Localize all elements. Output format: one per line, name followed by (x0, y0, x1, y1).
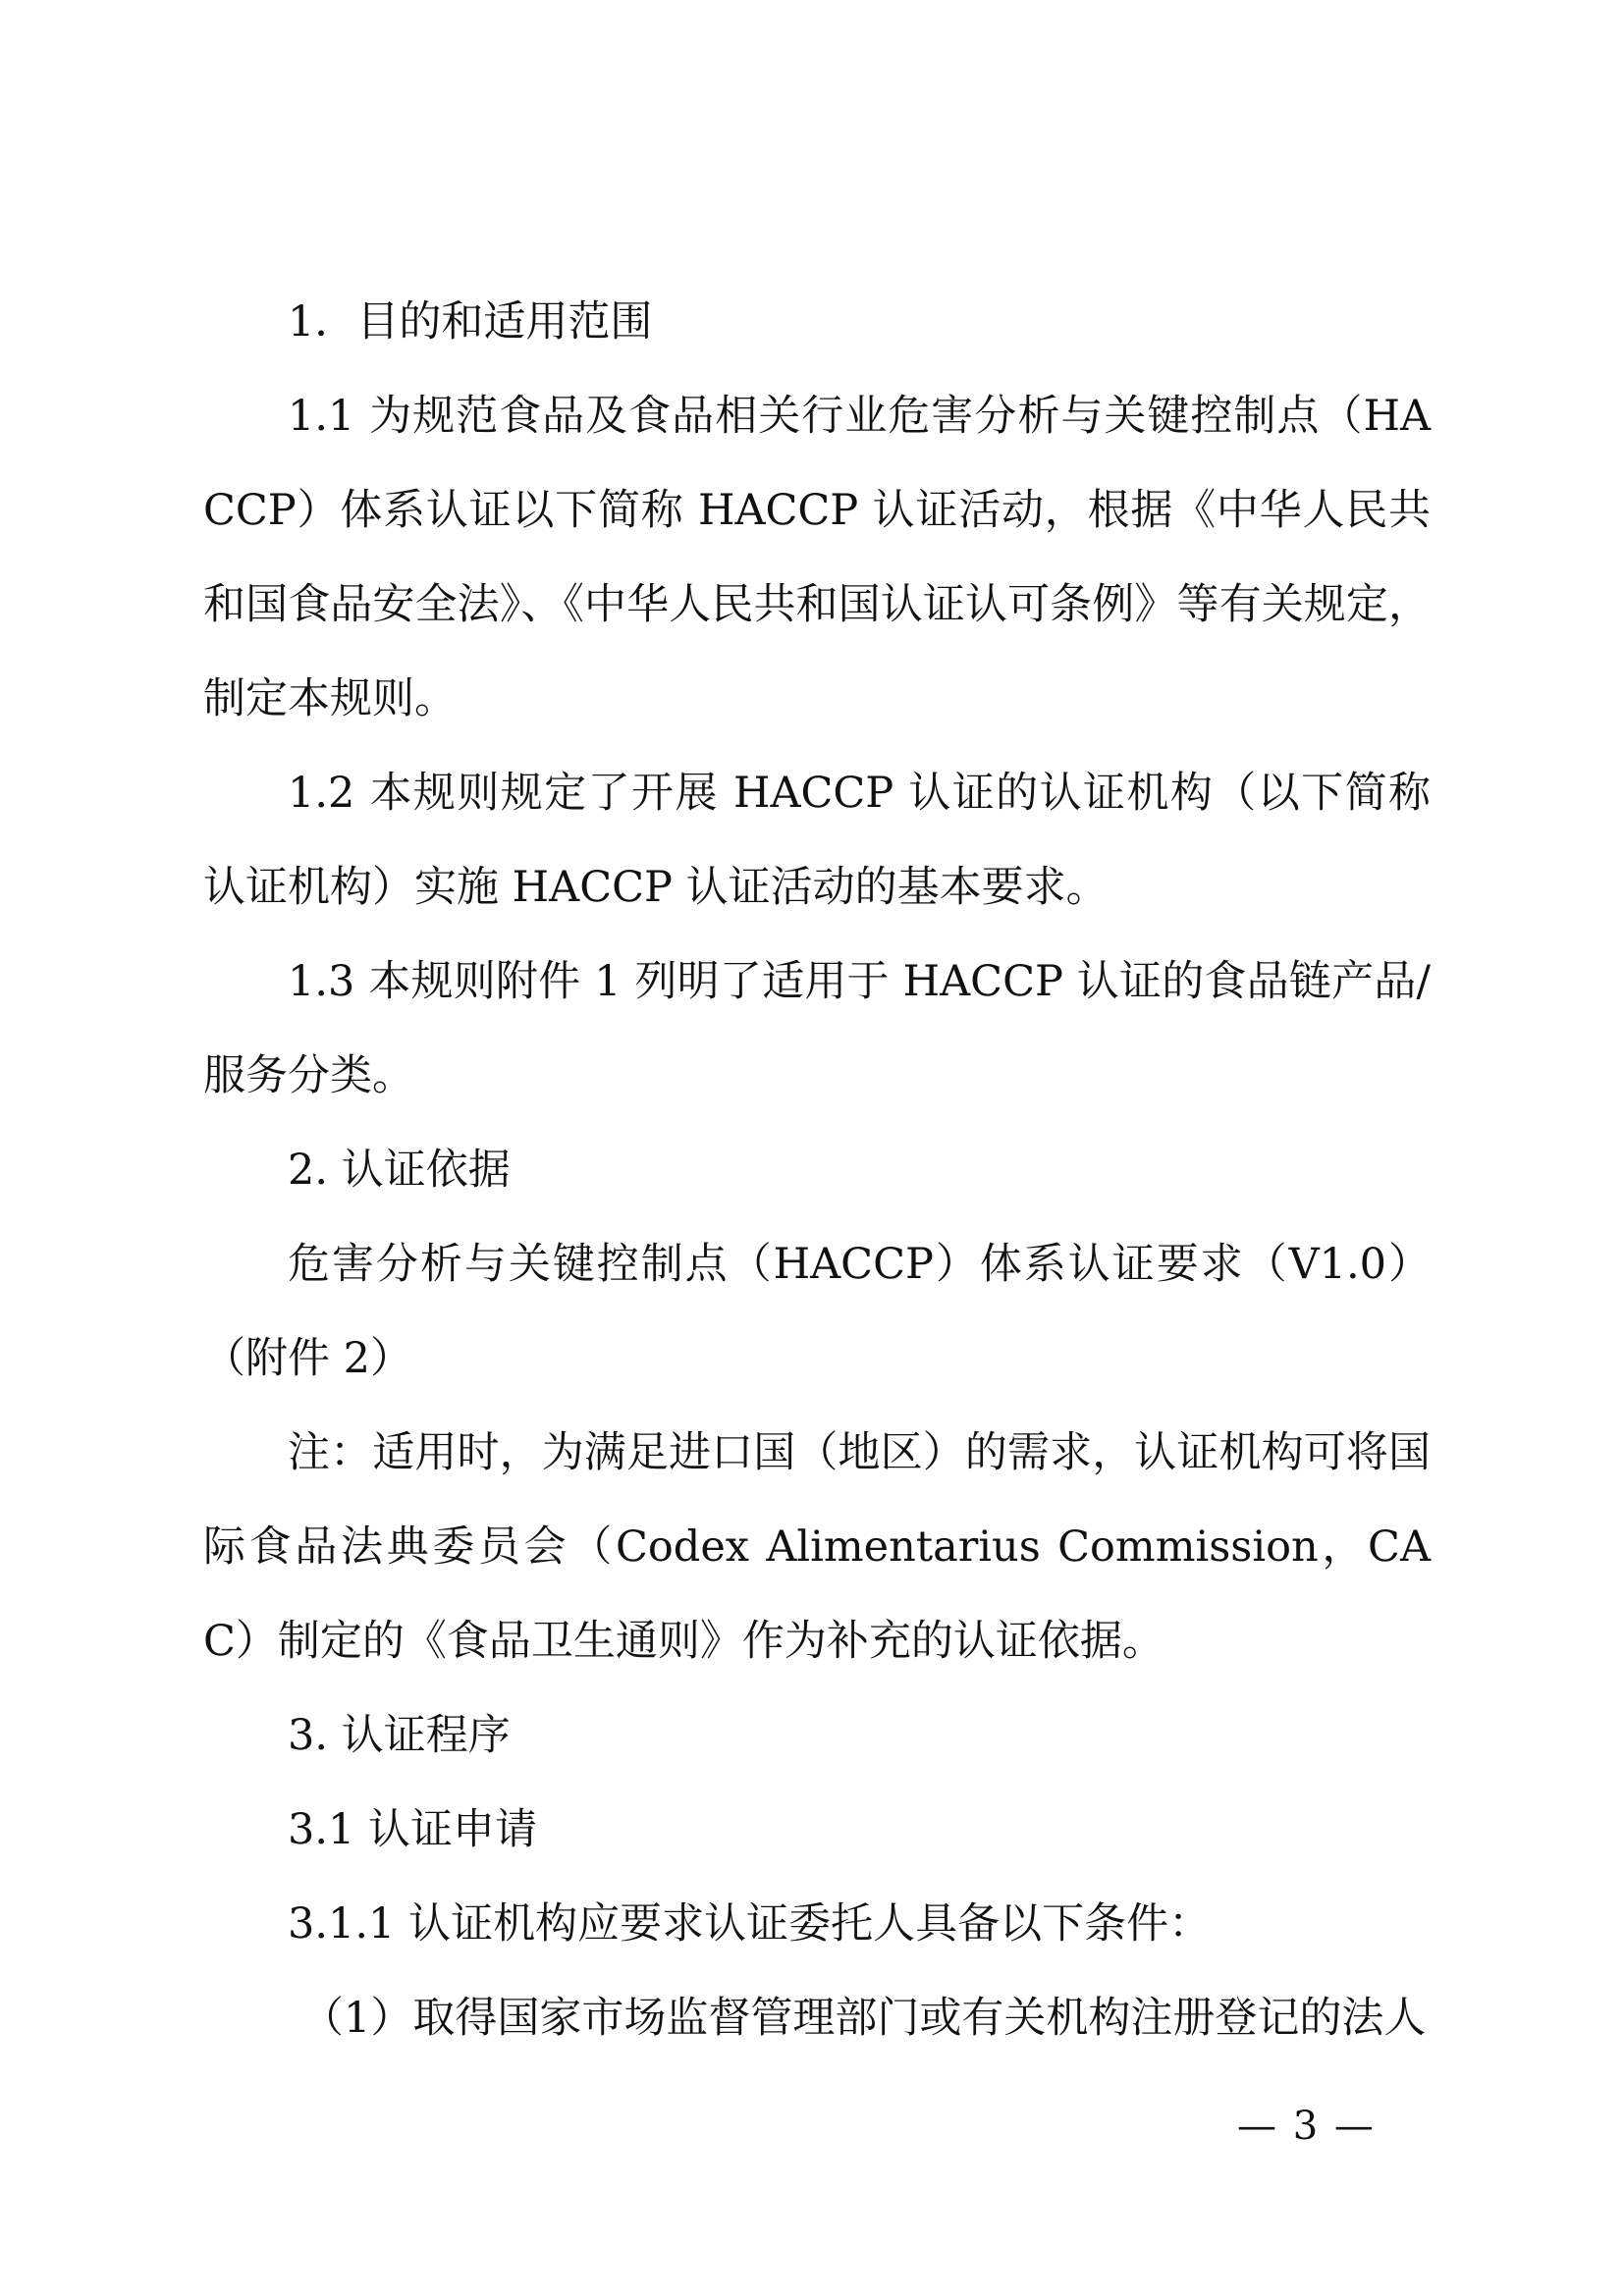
clause-1-3: 1.3 本规则附件 1 列明了适用于 HACCP 认证的食品链产品/服务分类。 (203, 957, 1431, 1100)
clause-3-1-1: 3.1.1 认证机构应要求认证委托人具备以下条件： (288, 1899, 1212, 1949)
page-number: — 3 — (1237, 2104, 1376, 2149)
section-1-heading: 1．目的和适用范围 (288, 297, 653, 347)
clause-1-1: 1.1 为规范食品及食品相关行业危害分析与关键控制点（HACCP）体系认证以下简称 HACCP 认证活动，根据《中华人民共和国食品安全法》、《中华人民共和国认证认可条例》等有关规定，制定本规则。 (203, 392, 1431, 723)
clause-1-2: 1.2 本规则规定了开展 HACCP 认证的认证机构（以下简称认证机构）实施 HACCP 认证活动的基本要求。 (203, 769, 1431, 912)
list-item-1: （1）取得国家市场监督管理部门或有关机构注册登记的法人 (301, 1994, 1427, 2043)
section-3-heading: 3. 认证程序 (288, 1711, 511, 1760)
document-body (203, 275, 1431, 2065)
section-2-heading: 2. 认证依据 (288, 1146, 511, 1195)
clause-3-1-heading: 3.1 认证申请 (288, 1805, 538, 1854)
note-paragraph: 注：适用时，为满足进口国（地区）的需求，认证机构可将国际食品法典委员会（Codex Alimentarius Commission，CAC）制定的《食品卫生通则》作为补充的认证依据。 (203, 1428, 1431, 1666)
certification-basis: 危害分析与关键控制点（HACCP）体系认证要求（V1.0）（附件 2） (203, 1240, 1431, 1383)
